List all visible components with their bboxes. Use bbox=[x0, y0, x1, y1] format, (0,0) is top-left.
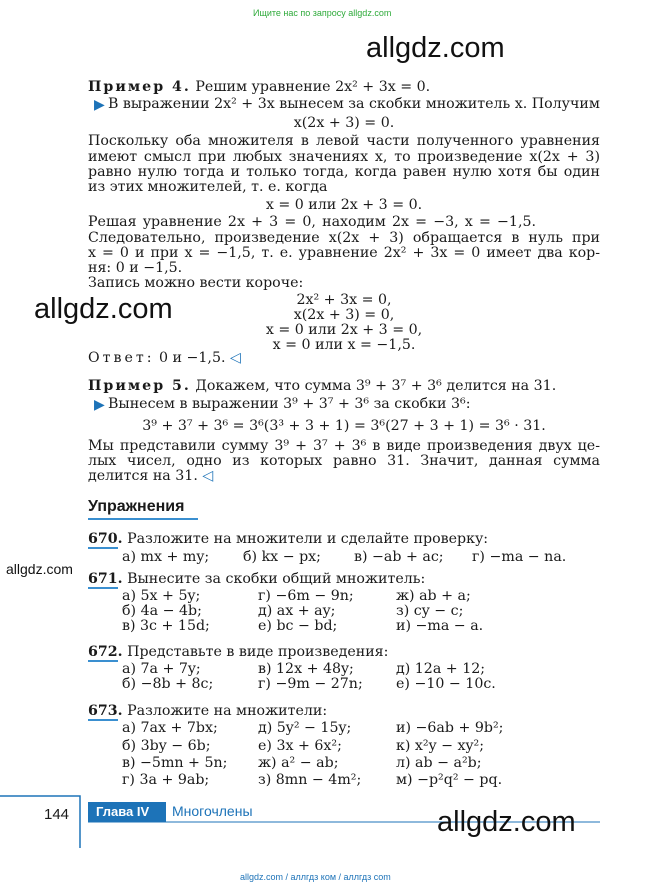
ex671-r2-c1: е) bc − bd; bbox=[258, 618, 338, 634]
example4-line-8: Решая уравнение 2x + 3 = 0, находим 2x = −3, x = −1,5. bbox=[88, 214, 536, 230]
example4-line-16: x = 0 или x = −1,5. bbox=[272, 337, 416, 353]
chapter-label: Глава IV bbox=[96, 804, 150, 819]
ex673-r0-c0: а) 7ax + 7bx; bbox=[122, 720, 218, 736]
ex670-r0-c3: г) −ma − na. bbox=[472, 549, 567, 565]
example4-line-9: Следовательно, произведение x(2x + 3) обращается в нуль при bbox=[88, 230, 600, 246]
example5-line-0: Докажем, что сумма 3⁹ + 3⁷ + 3⁶ делится на 31. bbox=[195, 378, 557, 394]
ex672-r0-c2: д) 12a + 12; bbox=[396, 661, 486, 677]
watermark-top: allgdz.com bbox=[366, 32, 505, 64]
example4-line-5: равно нулю тогда и только тогда, когда равен нулю хотя бы один bbox=[88, 164, 600, 180]
exercise-671 bbox=[88, 572, 425, 587]
ex670-r0-c0: а) mx + my; bbox=[122, 549, 210, 565]
end-triangle-icon: ◁ bbox=[230, 350, 241, 366]
play-triangle-icon-2: ▶ bbox=[94, 397, 105, 413]
bottom-links[interactable]: allgdz.com / аллгдз ком / аллгдз com bbox=[240, 872, 391, 882]
ex671-r0-c2: ж) ab + a; bbox=[396, 588, 471, 604]
ex671-r0-c0: а) 5x + 5y; bbox=[122, 588, 201, 604]
ex673-r2-c1: ж) a² − ab; bbox=[258, 755, 339, 771]
example4-answer bbox=[88, 351, 241, 366]
example4-line-0: Решим уравнение 2x² + 3x = 0. bbox=[195, 79, 431, 95]
example4-line-7: x = 0 или 2x + 3 = 0. bbox=[265, 197, 423, 213]
ex673-r0-c2: и) −6ab + 9b²; bbox=[396, 720, 504, 736]
ex671-r2-c0: в) 3c + 15d; bbox=[122, 618, 210, 634]
exercise-task: Вынесите за скобки общий множитель: bbox=[127, 571, 426, 587]
chapter-title: Многочлены bbox=[172, 803, 253, 819]
example4-line-1: В выражении 2x² + 3x вынесем за скобки множитель x. Получим bbox=[108, 96, 600, 112]
ex673-r2-c2: л) ab − a²b; bbox=[396, 755, 482, 771]
ex672-r0-c0: а) 7a + 7y; bbox=[122, 661, 201, 677]
example4-line-11: ня: 0 и −1,5. bbox=[88, 260, 183, 276]
page-number: 144 bbox=[44, 806, 70, 823]
exercise-underline bbox=[88, 547, 118, 549]
example5-line-2: 3⁹ + 3⁷ + 3⁶ = 3⁶(3³ + 3 + 1) = 3⁶(27 + 3 + 1) = 3⁶ · 31. bbox=[142, 418, 546, 434]
example4-line-15: x = 0 или 2x + 3 = 0, bbox=[265, 322, 423, 338]
example4-line-13: 2x² + 3x = 0, bbox=[296, 292, 392, 308]
example4-label: Пример 4. bbox=[88, 79, 191, 95]
example4-line-6: из этих множителей, т. е. когда bbox=[88, 179, 328, 195]
watermark-small: allgdz.com bbox=[6, 561, 73, 577]
ex673-r1-c1: е) 3x + 6x²; bbox=[258, 738, 342, 754]
example5-label: Пример 5. bbox=[88, 378, 191, 394]
ex673-r2-c0: в) −5mn + 5n; bbox=[122, 755, 228, 771]
example4-heading bbox=[88, 80, 430, 95]
answer-value: 0 и −1,5. bbox=[159, 350, 226, 366]
ex672-r1-c2: е) −10 − 10c. bbox=[396, 676, 496, 692]
ex673-r3-c1: з) 8mn − 4m²; bbox=[258, 772, 362, 788]
exercise-number: 673. bbox=[88, 703, 123, 719]
ex672-r1-c1: г) −9m − 27n; bbox=[258, 676, 363, 692]
example4-line-10: x = 0 и при x = −1,5, т. е. уравнение 2x² + 3x = 0 имеет два кор- bbox=[88, 245, 600, 261]
ex670-r0-c1: б) kx − px; bbox=[243, 549, 321, 565]
exercise-number: 672. bbox=[88, 644, 123, 660]
example5-line-5 bbox=[88, 469, 213, 484]
exercise-underline bbox=[88, 660, 118, 662]
watermark-bottom: allgdz.com bbox=[437, 806, 576, 838]
ex673-r1-c0: б) 3by − 6b; bbox=[122, 738, 211, 754]
example5-line-5-text: делится на 31. bbox=[88, 468, 198, 484]
ex673-r0-c1: д) 5y² − 15y; bbox=[258, 720, 352, 736]
example5-line-3: Мы представили сумму 3⁹ + 3⁷ + 3⁶ в виде произведения двух це- bbox=[88, 438, 600, 454]
ex671-r1-c1: д) ax + ay; bbox=[258, 603, 336, 619]
ex673-r3-c0: г) 3a + 9ab; bbox=[122, 772, 210, 788]
ex671-r1-c0: б) 4a − 4b; bbox=[122, 603, 202, 619]
example5-heading bbox=[88, 379, 556, 394]
ex672-r1-c0: б) −8b + 8c; bbox=[122, 676, 214, 692]
ex673-r3-c2: м) −p²q² − pq. bbox=[396, 772, 503, 788]
answer-label: Ответ: bbox=[88, 350, 155, 366]
play-triangle-icon: ▶ bbox=[94, 97, 105, 113]
example5-line-4: лых чисел, одно из которых равно 31. Значит, данная сумма bbox=[88, 453, 600, 469]
example4-line-4: имеют смысл при любых значениях x, то произведение x(2x + 3) bbox=[88, 149, 600, 165]
section-title: Упражнения bbox=[88, 498, 185, 515]
example4-line-12: Запись можно вести короче: bbox=[88, 275, 304, 291]
exercise-task: Представьте в виде произведения: bbox=[127, 644, 389, 660]
exercise-task: Разложите на множители и сделайте проверку: bbox=[127, 531, 489, 547]
example4-line-2: x(2x + 3) = 0. bbox=[293, 115, 395, 131]
ex670-r0-c2: в) −ab + ac; bbox=[354, 549, 444, 565]
exercise-672 bbox=[88, 645, 388, 660]
ex672-r0-c1: в) 12x + 48y; bbox=[258, 661, 354, 677]
exercise-underline bbox=[88, 587, 118, 589]
ex671-r2-c2: и) −ma − a. bbox=[396, 618, 484, 634]
header-top-text: Ищите нас по запросу allgdz.com bbox=[253, 8, 392, 18]
exercise-number: 671. bbox=[88, 571, 123, 587]
exercise-underline bbox=[88, 719, 118, 721]
exercise-673 bbox=[88, 704, 327, 719]
example4-line-3: Поскольку оба множителя в левой части полученного уравнения bbox=[88, 133, 600, 149]
exercise-number: 670. bbox=[88, 531, 123, 547]
section-underline bbox=[88, 518, 198, 520]
ex673-r1-c2: к) x²y − xy²; bbox=[396, 738, 485, 754]
example5-line-1: Вынесем в выражении 3⁹ + 3⁷ + 3⁶ за скобки 3⁶: bbox=[108, 396, 471, 412]
ex671-r1-c2: з) cy − c; bbox=[396, 603, 464, 619]
chapter-label-box bbox=[88, 802, 166, 822]
ex671-r0-c1: г) −6m − 9n; bbox=[258, 588, 354, 604]
exercise-670 bbox=[88, 532, 488, 547]
example4-line-14: x(2x + 3) = 0, bbox=[293, 307, 395, 323]
end-triangle-icon-2: ◁ bbox=[202, 468, 214, 484]
watermark-left: allgdz.com bbox=[34, 293, 173, 325]
exercise-task: Разложите на множители: bbox=[127, 703, 328, 719]
